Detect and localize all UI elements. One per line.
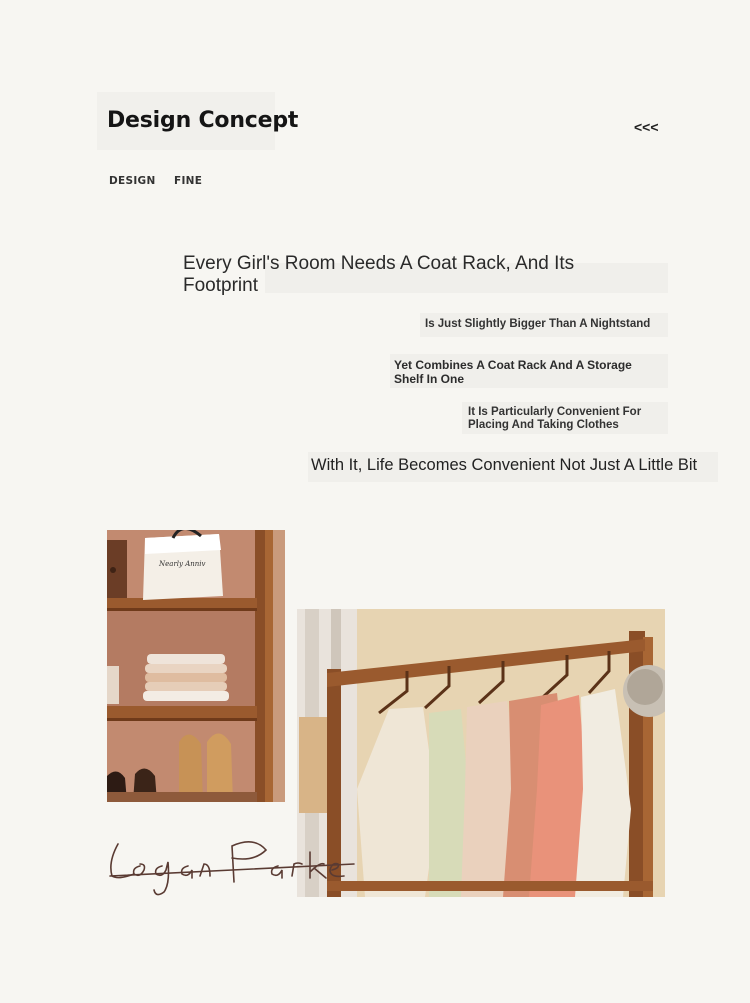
text-line-2: Is Just Slightly Bigger Than A Nightstand [425, 318, 651, 330]
page-title: Design Concept [107, 108, 299, 133]
tag-design: DESIGN [109, 175, 156, 187]
tag-fine: FINE [174, 175, 203, 187]
signature [104, 832, 364, 898]
storage-shelf-photo [107, 530, 285, 802]
headline: Every Girl's Room Needs A Coat Rack, And Its Footprint [183, 253, 575, 296]
back-arrows-icon[interactable]: <<< [634, 119, 659, 135]
text-line-5: With It, Life Becomes Convenient Not Just A Little Bit [311, 456, 698, 474]
text-line-3: Yet Combines A Coat Rack And A Storage Shelf In One [394, 358, 632, 386]
bag-brand-text: Nearly Anniv [159, 560, 206, 568]
text-line-4: It Is Particularly Convenient For Placing And Taking Clothes [468, 406, 642, 431]
